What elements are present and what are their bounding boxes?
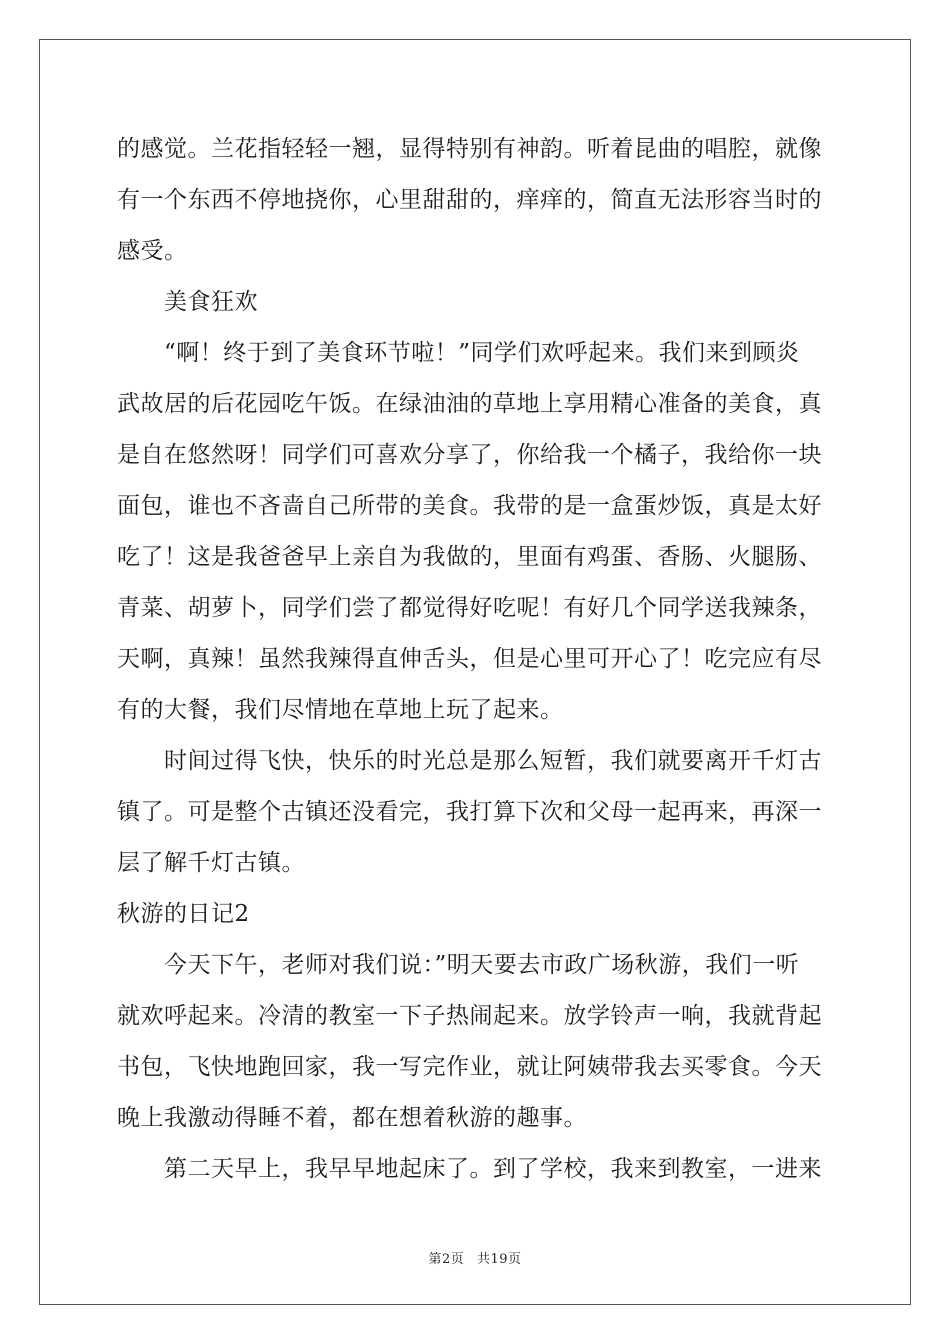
- text-line-3: 感受。: [117, 238, 188, 264]
- text-line-18: 就欢呼起来。冷清的教室一下子热闹起来。放学铃声一响，我就背起: [117, 1003, 822, 1029]
- text-line-15: 层了解千灯古镇。: [117, 850, 305, 876]
- section-heading-food: 美食狂欢: [164, 289, 258, 315]
- text-line-20: 晚上我激动得睡不着，都在想着秋游的趣事。: [117, 1105, 587, 1131]
- text-line-21: 第二天早上，我早早地起床了。到了学校，我来到教室，一进来: [164, 1156, 822, 1182]
- text-line-7: 是自在悠然呀！同学们可喜欢分享了，你给我一个橘子，我给你一块: [117, 442, 822, 468]
- document-body: [117, 124, 833, 1195]
- text-line-11: 天啊，真辣！虽然我辣得直伸舌头，但是心里可开心了！吃完应有尽: [117, 646, 822, 672]
- text-line-8: 面包，谁也不吝啬自己所带的美食。我带的是一盒蛋炒饭，真是太好: [117, 493, 822, 519]
- text-line-1: 的感觉。兰花指轻轻一翘，显得特别有神韵。听着昆曲的唱腔，就像: [117, 136, 822, 162]
- section-heading-diary-2: 秋游的日记2: [117, 901, 250, 927]
- text-line-12: 有的大餐，我们尽情地在草地上玩了起来。: [117, 697, 564, 723]
- page-footer: [0, 1248, 950, 1267]
- text-line-5: “啊！终于到了美食环节啦！”同学们欢呼起来。我们来到顾炎: [164, 340, 800, 366]
- text-line-9: 吃了！这是我爸爸早上亲自为我做的，里面有鸡蛋、香肠、火腿肠、: [117, 544, 822, 570]
- text-line-19: 书包，飞快地跑回家，我一写完作业，就让阿姨带我去买零食。今天: [117, 1054, 822, 1080]
- text-line-10: 青菜、胡萝卜，同学们尝了都觉得好吃呢！有好几个同学送我辣条，: [117, 595, 822, 621]
- page-total: 共19页: [476, 1252, 522, 1267]
- text-line-2: 有一个东西不停地挠你，心里甜甜的，痒痒的，简直无法形容当时的: [117, 187, 822, 213]
- text-line-17: 今天下午，老师对我们说：”明天要去市政广场秋游，我们一听: [164, 952, 800, 978]
- text-line-6: 武故居的后花园吃午饭。在绿油油的草地上享用精心准备的美食，真: [117, 391, 822, 417]
- text-line-13: 时间过得飞快，快乐的时光总是那么短暂，我们就要离开千灯古: [164, 748, 822, 774]
- text-line-14: 镇了。可是整个古镇还没看完，我打算下次和父母一起再来，再深一: [117, 799, 822, 825]
- page-number: 第2页: [428, 1252, 465, 1267]
